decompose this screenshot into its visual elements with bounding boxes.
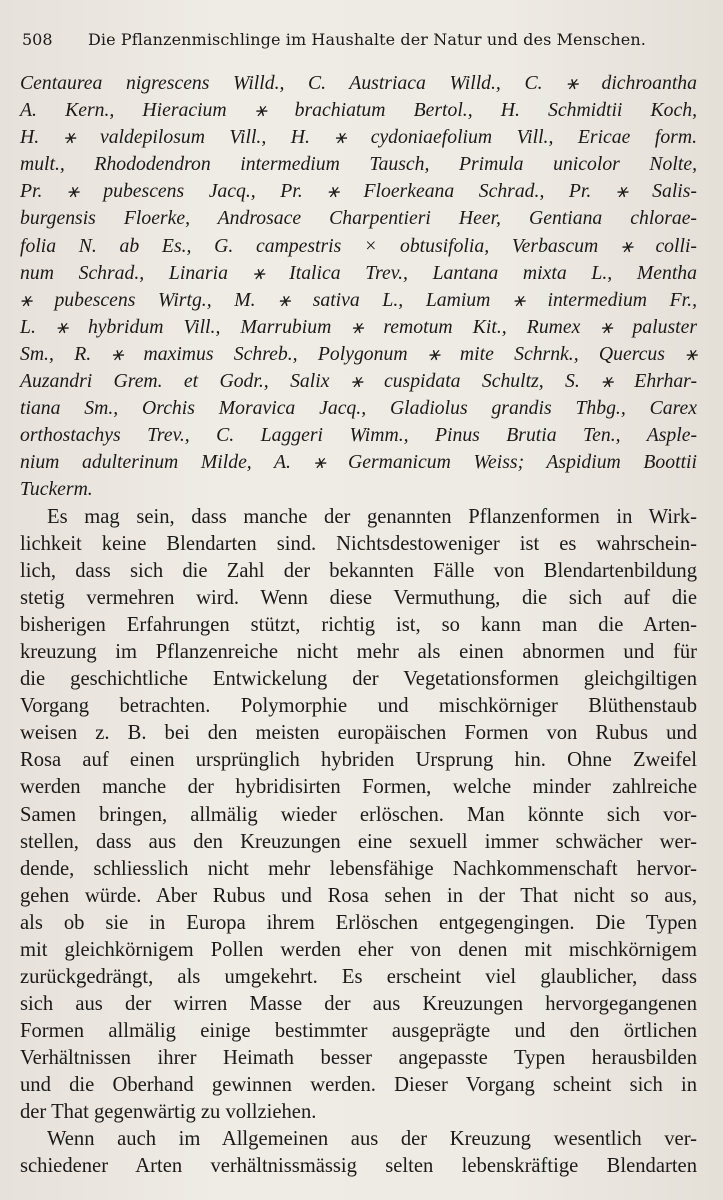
paragraph-line: stellen, dass aus den Kreuzungen eine sexuell immer schwächer wer- <box>20 830 697 853</box>
paragraph-line: lichkeit keine Blendarten sind. Nichtsdestoweniger ist es wahrschein- <box>20 533 697 556</box>
paragraph-line: lich, dass sich die Zahl der bekannten Fälle von Blendartenbildung <box>20 560 697 583</box>
species-line: A. Kern., Hieracium ⚹ brachiatum Bertol., H. Schmidtii Koch, <box>20 99 697 122</box>
paragraph-line: die geschichtliche Entwickelung der Vegetationsformen gleichgiltigen <box>20 668 697 691</box>
paragraph-line: sich aus der wirren Masse der aus Kreuzungen hervorgegangenen <box>20 992 697 1015</box>
paragraph-line: Verhältnissen ihrer Heimath besser angepasste Typen herausbilden <box>20 1046 697 1069</box>
paragraph-line: weisen z. B. bei den meisten europäischen Formen von Rubus und <box>20 722 697 745</box>
species-line: num Schrad., Linaria ⚹ Italica Trev., Lantana mixta L., Mentha <box>20 261 697 284</box>
species-line: mult., Rhododendron intermedium Tausch, Primula unicolor Nolte, <box>20 153 697 176</box>
species-line: H. ⚹ valdepilosum Vill., H. ⚹ cydoniaefolium Vill., Ericae form. <box>20 126 697 149</box>
paragraph-line: gehen würde. Aber Rubus und Rosa sehen in der That nicht so aus, <box>20 884 697 907</box>
paragraph-1 <box>20 504 697 1126</box>
species-line: L. ⚹ hybridum Vill., Marrubium ⚹ remotum Kit., Rumex ⚹ paluster <box>20 315 697 338</box>
species-line: Auzandri Grem. et Godr., Salix ⚹ cuspidata Schultz, S. ⚹ Ehrhar- <box>20 370 697 393</box>
species-list <box>20 70 697 504</box>
species-line: tiana Sm., Orchis Moravica Jacq., Gladiolus grandis Thbg., Carex <box>20 397 697 420</box>
paragraph-line: und die Oberhand gewinnen werden. Dieser Vorgang scheint sich in <box>20 1073 697 1096</box>
paragraph-line: mit gleichkörnigem Pollen werden eher von denen mit mischkörnigem <box>20 938 697 961</box>
paragraph-line: Es mag sein, dass manche der genannten Pflanzenformen in Wirk- <box>47 506 697 528</box>
paragraph-line: Vorgang betrachten. Polymorphie und mischkörniger Blüthenstaub <box>20 695 697 718</box>
paragraph-line: als ob sie in Europa ihrem Erlöschen entgegengingen. Die Typen <box>20 911 697 934</box>
paragraph-line: bisherigen Erfahrungen stützt, richtig ist, so kann man die Arten- <box>20 614 697 637</box>
species-line: ⚹ pubescens Wirtg., M. ⚹ sativa L., Lamium ⚹ intermedium Fr., <box>20 288 697 311</box>
paragraph-line: Formen allmälig einige bestimmter ausgeprägte und den örtlichen <box>20 1019 697 1042</box>
paragraph-line: werden manche der hybridisirten Formen, welche minder zahlreiche <box>20 776 697 799</box>
species-line: orthostachys Trev., C. Laggeri Wimm., Pinus Brutia Ten., Asple- <box>20 424 697 447</box>
species-line: Pr. ⚹ pubescens Jacq., Pr. ⚹ Floerkeana Schrad., Pr. ⚹ Salis- <box>20 180 697 203</box>
paragraph-line: zurückgedrängt, als umgekehrt. Es erscheint viel glaublicher, dass <box>20 965 697 988</box>
paragraph-line: Wenn auch im Allgemeinen aus der Kreuzung wesentlich ver- <box>47 1128 697 1151</box>
paragraph-line: schiedener Arten verhältnissmässig selten lebenskräftige Blendarten <box>20 1155 697 1178</box>
paragraph-line: dende, schliesslich nicht mehr lebensfähige Nachkommenschaft hervor- <box>20 857 697 880</box>
species-line: Tuckerm. <box>20 478 93 501</box>
species-line: Sm., R. ⚹ maximus Schreb., Polygonum ⚹ mite Schrnk., Quercus ⚹ <box>20 342 697 365</box>
species-line: Centaurea nigrescens Willd., C. Austriaca Willd., C. ⚹ dichroantha <box>20 72 697 94</box>
species-line: nium adulterinum Milde, A. ⚹ Germanicum Weiss; Aspidium Boottii <box>20 451 697 474</box>
species-line: folia N. ab Es., G. campestris × obtusifolia, Verbascum ⚹ colli- <box>20 234 697 257</box>
running-title: Die Pflanzenmischlinge im Haushalte der Natur und des Menschen. <box>88 30 646 49</box>
species-line: burgensis Floerke, Androsace Charpentieri Heer, Gentiana chlorae- <box>20 207 697 230</box>
page-number: 508 <box>22 30 53 49</box>
paragraph-line: der That gegenwärtig zu vollziehen. <box>20 1101 317 1124</box>
paragraph-line: stetig vermehren wird. Wenn diese Vermuthung, die sich auf die <box>20 587 697 610</box>
paragraph-line: kreuzung im Pflanzenreiche nicht mehr als einen abnormen und für <box>20 641 697 664</box>
paragraph-2 <box>20 1126 697 1180</box>
paragraph-line: Rosa auf einen ursprünglich hybriden Ursprung hin. Ohne Zweifel <box>20 749 697 772</box>
page-header <box>20 30 697 50</box>
paragraph-line: Samen bringen, allmälig wieder erlöschen. Man könnte sich vor- <box>20 803 697 826</box>
